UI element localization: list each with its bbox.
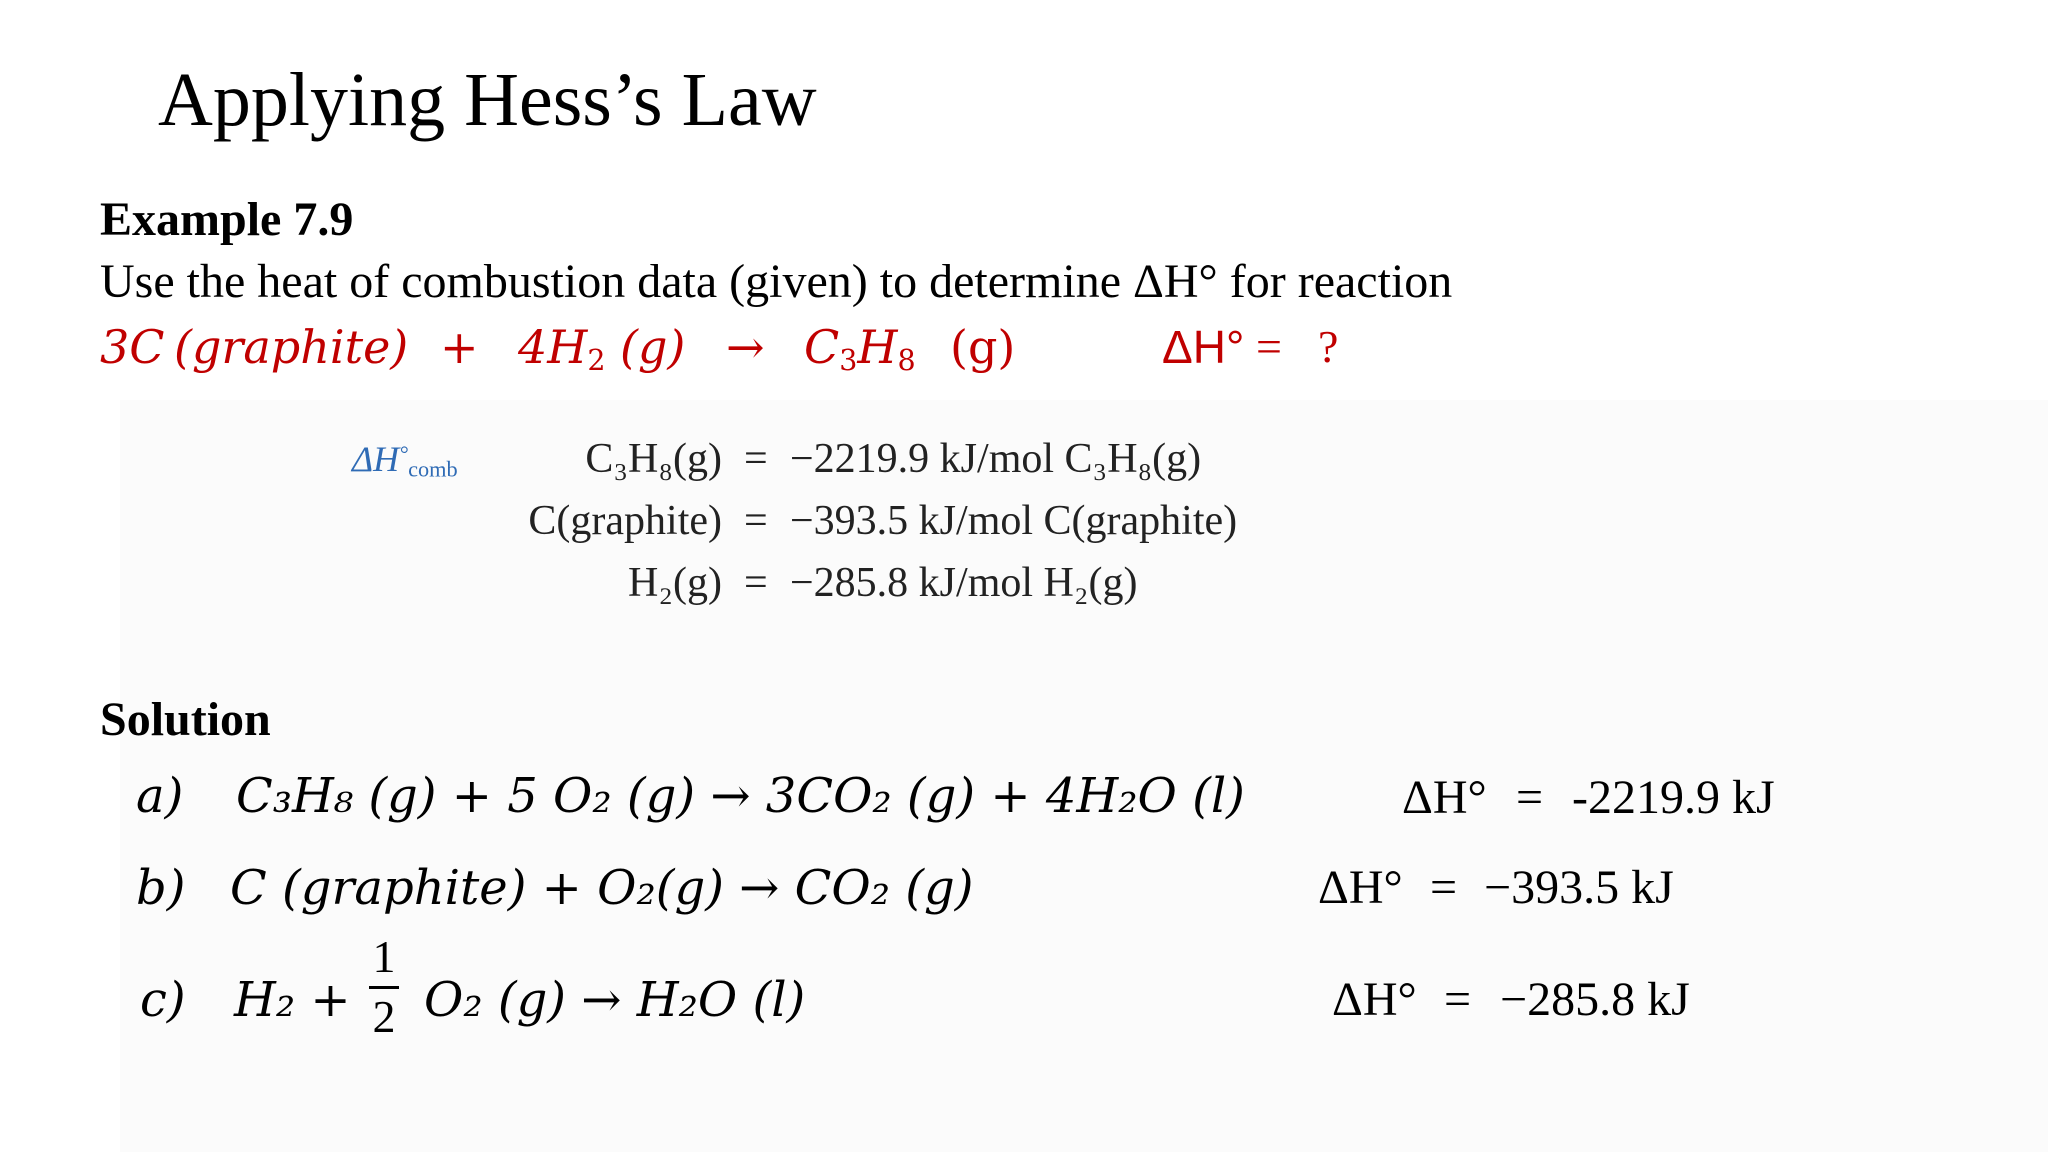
data-equals: = [744, 436, 768, 482]
step-b-equation: C (graphite) + O₂(g) → CO₂ (g) [230, 860, 974, 916]
intro-text: Use the heat of combustion data (given) to determine ΔH° for reaction [100, 255, 1453, 308]
step-c-letter: c) [140, 972, 186, 1028]
target-dh-label: ΔH° [1162, 321, 1245, 373]
target-coef-c: 3C [100, 320, 165, 374]
solution-label: Solution [100, 693, 271, 746]
step-c-dh-label: ΔH° [1332, 973, 1417, 1026]
step-a-equation: C₃H₈ (g) + 5 O₂ (g) → 3CO₂ (g) + 4H₂O (l) [236, 768, 1245, 824]
slide-title: Applying Hess’s Law [158, 58, 817, 142]
step-c-value: −285.8 kJ [1500, 973, 1690, 1026]
target-g-1: (g) [620, 320, 686, 374]
step-c-equation-left: H₂ + [234, 972, 351, 1028]
data-row-propane [0, 438, 2048, 488]
step-b-value: −393.5 kJ [1484, 861, 1674, 914]
data-species: C(graphite) [528, 498, 722, 544]
step-a-dh-label: ΔH° [1402, 771, 1487, 824]
step-c-frac-numerator: 1 [372, 931, 396, 982]
target-plus-1: + [440, 320, 479, 374]
step-c-frac-denominator: 2 [372, 991, 396, 1042]
data-value: −285.8 kJ/mol H₂(g) [790, 560, 1138, 606]
step-b-dh-label: ΔH° [1318, 861, 1403, 914]
dh-comb-label: $\Delta H^\circ_{comb}$ [352, 439, 458, 482]
data-species: C₃H₈(g) [585, 436, 722, 482]
data-value: −2219.9 kJ/mol C₃H₈(g) [790, 436, 1202, 482]
step-a-letter: a) [136, 768, 184, 824]
step-c-frac-bar [369, 986, 399, 989]
data-equals: = [744, 560, 768, 606]
data-row-hydrogen [0, 562, 2048, 612]
target-g-2: (g) [950, 320, 1016, 374]
target-graphite: (graphite) [174, 320, 409, 374]
target-arrow: → [726, 320, 765, 374]
step-c-equation-right: O₂ (g) → H₂O (l) [424, 972, 806, 1028]
target-unknown: ? [1318, 321, 1339, 372]
step-c-equals: = [1444, 973, 1472, 1026]
step-b-letter: b) [136, 860, 186, 916]
data-row-graphite [0, 500, 2048, 550]
step-b-equals: = [1430, 861, 1458, 914]
step-a-equals: = [1516, 771, 1544, 824]
target-reaction [100, 320, 1400, 384]
target-product: $C_3H_8$ [804, 320, 916, 378]
data-species: H₂(g) [628, 560, 722, 606]
data-equals: = [744, 498, 768, 544]
target-h2: $4H_2$ [518, 320, 606, 378]
data-value: −393.5 kJ/mol C(graphite) [790, 498, 1238, 544]
target-equals: = [1256, 321, 1282, 372]
step-a-value: -2219.9 kJ [1572, 771, 1775, 824]
example-label: Example 7.9 [100, 193, 354, 246]
